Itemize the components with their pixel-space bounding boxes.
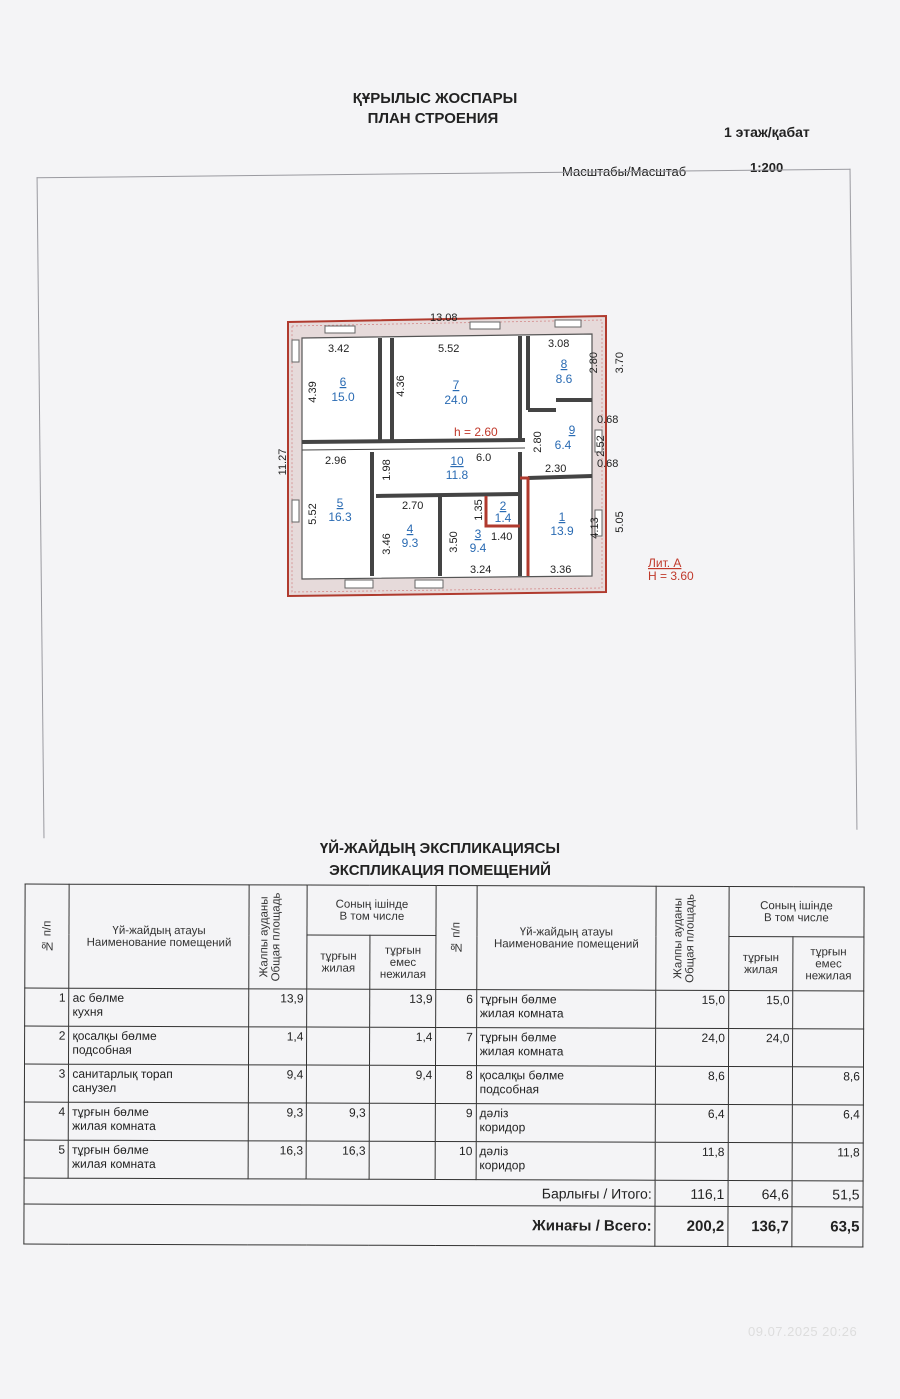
name-line: коридор: [479, 1158, 526, 1173]
dim-r5-h: 5.52: [307, 503, 319, 525]
col-incl-header: Соның ішінде В том числе: [307, 885, 436, 935]
subtotal-total: 116,1: [655, 1180, 728, 1206]
living-cell: [307, 1027, 370, 1065]
cell-value: 15,0: [701, 992, 726, 1007]
scale-label: Масштабы/Масштаб: [562, 164, 687, 179]
cell-value: 11,8: [837, 1145, 860, 1160]
header-row-1: [25, 884, 864, 937]
name-line: қосалқы бөлме: [479, 1068, 564, 1083]
grand-row: [24, 1204, 863, 1247]
lit-label: Лит. А: [648, 556, 682, 570]
grand-total: 200,2: [655, 1206, 728, 1246]
dim-r8-w: 3.08: [548, 338, 570, 350]
dim-r7-w: 5.52: [438, 343, 460, 355]
living-cell: [728, 1066, 793, 1104]
nonliving-cell: [369, 989, 436, 1027]
total-cell: [656, 1028, 729, 1066]
col-nonliving-header: тұрғын емес нежилая: [370, 935, 437, 989]
subtotal-row: [24, 1178, 863, 1207]
name-line: жилая комната: [479, 1044, 564, 1059]
name-line: коридор: [479, 1120, 526, 1135]
name-cell: [476, 1066, 656, 1105]
name-cell: [476, 1142, 656, 1181]
living-cell: [307, 1103, 370, 1141]
cell-value: 5: [58, 1142, 66, 1157]
name-cell: [68, 1140, 248, 1179]
dim-left-total: 11.27: [277, 448, 289, 476]
cell-value: 3: [58, 1066, 66, 1081]
cell-value: 9,4: [415, 1067, 433, 1082]
room-10-num: 10: [450, 454, 464, 468]
num-cell: [25, 988, 69, 1026]
name-line: тұрғын бөлме: [479, 1030, 557, 1045]
height-inner: h = 2.60: [454, 425, 498, 439]
total-cell: [248, 1141, 307, 1179]
room-1-num: 1: [558, 510, 566, 524]
name-line: тұрғын бөлме: [72, 1104, 149, 1119]
total-cell: [248, 989, 307, 1027]
subtotal-living: 64,6: [728, 1180, 793, 1206]
cell-value: 8,6: [843, 1069, 860, 1084]
name-line: жилая комната: [71, 1156, 156, 1171]
explication-table: [23, 884, 864, 1248]
name-line: жилая комната: [72, 1118, 156, 1133]
dim-r9-gap1: 0.68: [597, 414, 619, 426]
dim-r6-w: 3.42: [328, 343, 350, 355]
num-cell: [24, 1102, 68, 1140]
photo-timestamp: 09.07.2025 20:26: [748, 1324, 858, 1339]
num-cell: [435, 1141, 475, 1179]
living-cell: [728, 1028, 793, 1066]
dim-r3-w: 3.24: [470, 564, 492, 576]
total-cell: [248, 1027, 307, 1065]
living-cell: [306, 1141, 369, 1179]
name-cell: [69, 1102, 249, 1141]
nonliving-cell: [793, 1067, 864, 1105]
cell-value: 8: [465, 1068, 473, 1083]
room-1-area: 13.9: [550, 524, 574, 538]
explication-table-wrap: [23, 884, 864, 1248]
name-line: подсобная: [479, 1082, 540, 1097]
cell-value: 11,8: [702, 1144, 725, 1159]
dim-r9-h: 2.52: [595, 435, 607, 457]
name-cell: [69, 1026, 249, 1065]
cell-value: 10: [459, 1144, 473, 1159]
nonliving-cell: [369, 1065, 436, 1103]
dim-r4-w: 2.70: [402, 500, 424, 512]
num-cell: [24, 1064, 68, 1102]
grand-living: 136,7: [728, 1206, 793, 1246]
nonliving-cell: [369, 1027, 436, 1065]
room-5-num: 5: [336, 496, 344, 510]
total-cell: [656, 1066, 729, 1104]
room-7-num: 7: [452, 378, 460, 392]
cell-value: 4: [58, 1104, 66, 1119]
room-3-num: 3: [474, 527, 482, 541]
total-cell: [248, 1103, 307, 1141]
col-total-header: Жалпы ауданы Общая площадь: [249, 885, 308, 989]
dim-r3-h: 3.50: [448, 531, 460, 553]
name-line: жилая комната: [479, 1006, 564, 1021]
cell-value: 1: [58, 990, 66, 1005]
num-cell: [24, 1140, 68, 1178]
room-6-num: 6: [339, 375, 347, 389]
room-6-area: 15.0: [331, 390, 355, 404]
dim-r9-w: 2.30: [545, 463, 567, 475]
living-cell: [728, 1104, 793, 1142]
room-7-area: 24.0: [444, 393, 468, 407]
num-cell: [436, 989, 476, 1027]
col-name-header: Үй-жайдың атауы Наименование помещений: [69, 884, 249, 989]
dim-r7-h: 4.36: [395, 375, 407, 397]
name-line: санитарлық торап: [72, 1066, 173, 1082]
dim-top-total: 13.08: [430, 312, 458, 324]
living-cell: [307, 1065, 370, 1103]
grand-non: 63,5: [792, 1207, 863, 1247]
cell-value: 24,0: [701, 1030, 725, 1045]
name-cell: [476, 990, 656, 1029]
cell-value: 6,4: [843, 1107, 860, 1122]
living-cell: [307, 989, 370, 1027]
nonliving-cell: [369, 1141, 436, 1179]
height-outer: H = 3.60: [648, 569, 694, 583]
col-living-header-2: тұрғын жилая: [729, 936, 794, 990]
dim-r1-w: 3.36: [550, 564, 572, 576]
table-row: [25, 1026, 864, 1067]
room-2-num: 2: [499, 499, 507, 513]
cell-value: 8,6: [708, 1068, 725, 1083]
num-cell: [436, 1027, 476, 1065]
col-incl-header-2: Соның ішінде В том числе: [729, 886, 864, 936]
dim-r2-h: 1.35: [473, 499, 485, 521]
room-10-area: 11.8: [445, 468, 469, 482]
nonliving-cell: [793, 1105, 864, 1143]
name-line: ас бөлме: [72, 990, 125, 1005]
subtotal-non: 51,5: [792, 1181, 863, 1207]
dim-r1-h: 4.13: [589, 517, 601, 539]
dim-r10-w: 6.0: [476, 452, 492, 464]
nonliving-cell: [792, 1143, 863, 1181]
dim-r9-gap2: 0.68: [597, 458, 619, 470]
room-3-area: 9.4: [469, 541, 487, 555]
name-line: тұрғын бөлме: [72, 1142, 149, 1157]
room-9-num: 9: [568, 423, 576, 437]
dim-r2-w: 1.40: [491, 531, 513, 543]
cell-value: 9: [465, 1106, 473, 1121]
col-living-header: тұрғын жилая: [307, 935, 370, 989]
dim-r1-h-outer: 5.05: [614, 511, 626, 533]
name-cell: [476, 1104, 656, 1143]
title-kz: ҚҰРЫЛЫС ЖОСПАРЫ: [352, 90, 518, 107]
total-cell: [655, 1104, 728, 1142]
room-9-area: 6.4: [554, 438, 572, 452]
cell-value: 9,4: [286, 1067, 304, 1082]
cell-value: 13,9: [280, 991, 304, 1006]
dim-r8-h-outer: 3.70: [614, 352, 626, 374]
cell-value: 9,3: [348, 1105, 366, 1120]
col-total-header-2: Жалпы ауданы Общая площадь: [656, 886, 729, 990]
cell-value: 9,3: [286, 1105, 304, 1120]
name-line: кухня: [72, 1004, 104, 1019]
living-cell: [728, 990, 793, 1028]
living-cell: [728, 1142, 793, 1180]
title-ru: ПЛАН СТРОЕНИЯ: [367, 110, 499, 127]
room-8-area: 8.6: [555, 372, 573, 386]
dim-r10-h: 1.98: [381, 459, 393, 481]
name-cell: [69, 988, 249, 1027]
nonliving-cell: [793, 1029, 864, 1067]
cell-value: 16,3: [279, 1143, 304, 1158]
dim-r8-h: 2.80: [588, 352, 600, 374]
name-line: дәліз: [479, 1144, 509, 1159]
table-row: [24, 1140, 863, 1181]
total-cell: [656, 990, 729, 1028]
dim-r9-side: 2.80: [532, 431, 544, 453]
room-4-area: 9.3: [401, 536, 419, 550]
table-row: [25, 988, 864, 1029]
room-2-area: 1.4: [494, 511, 512, 525]
cell-value: 6,4: [707, 1106, 725, 1121]
name-cell: [69, 1064, 249, 1103]
cell-value: 6: [466, 992, 473, 1007]
total-cell: [248, 1065, 307, 1103]
name-cell: [476, 1028, 656, 1067]
room-5-area: 16.3: [328, 510, 352, 524]
cell-value: 1,4: [286, 1029, 304, 1044]
scale-value: 1:200: [750, 160, 784, 175]
num-cell: [436, 1065, 476, 1103]
room-8-num: 8: [560, 357, 568, 371]
table-row: [24, 1064, 863, 1105]
explication-title-kz: ҮЙ-ЖАЙДЫҢ ЭКСПЛИКАЦИЯСЫ: [319, 840, 561, 857]
subtotal-label: Барлығы / Итого:: [24, 1178, 655, 1206]
nonliving-cell: [369, 1103, 436, 1141]
name-line: подсобная: [72, 1042, 132, 1057]
dim-r6-h: 4.39: [307, 381, 319, 403]
num-cell: [25, 1026, 69, 1064]
name-line: дәліз: [479, 1106, 509, 1121]
nonliving-cell: [793, 991, 864, 1029]
explication-title-ru: ЭКСПЛИКАЦИЯ ПОМЕЩЕНИЙ: [329, 862, 551, 879]
cell-value: 16,3: [342, 1143, 366, 1158]
room-4-num: 4: [406, 522, 414, 536]
cell-value: 1,4: [415, 1029, 433, 1044]
dim-r4-h: 3.46: [381, 533, 393, 555]
cell-value: 24,0: [766, 1031, 790, 1046]
grand-label: Жинағы / Всего:: [24, 1204, 655, 1246]
total-cell: [655, 1142, 728, 1180]
name-line: тұрғын бөлме: [479, 992, 557, 1007]
table-row: [24, 1102, 863, 1143]
col-name-header-2: Үй-жайдың атауы Наименование помещений: [476, 886, 656, 991]
col-nonliving-header-2: тұрғын емес нежилая: [793, 937, 864, 991]
floor-label: 1 этаж/қабат: [724, 124, 810, 140]
cell-value: 7: [466, 1030, 473, 1045]
name-line: қосалқы бөлме: [72, 1028, 157, 1043]
cell-value: 15,0: [766, 993, 790, 1008]
cell-value: 13,9: [409, 991, 433, 1006]
col-num-header-2: № п/п: [436, 885, 477, 989]
cell-value: 2: [58, 1028, 66, 1043]
name-line: санузел: [72, 1080, 117, 1095]
dim-r5-w: 2.96: [325, 455, 347, 467]
num-cell: [436, 1103, 476, 1141]
col-num-header: № п/п: [25, 884, 70, 988]
